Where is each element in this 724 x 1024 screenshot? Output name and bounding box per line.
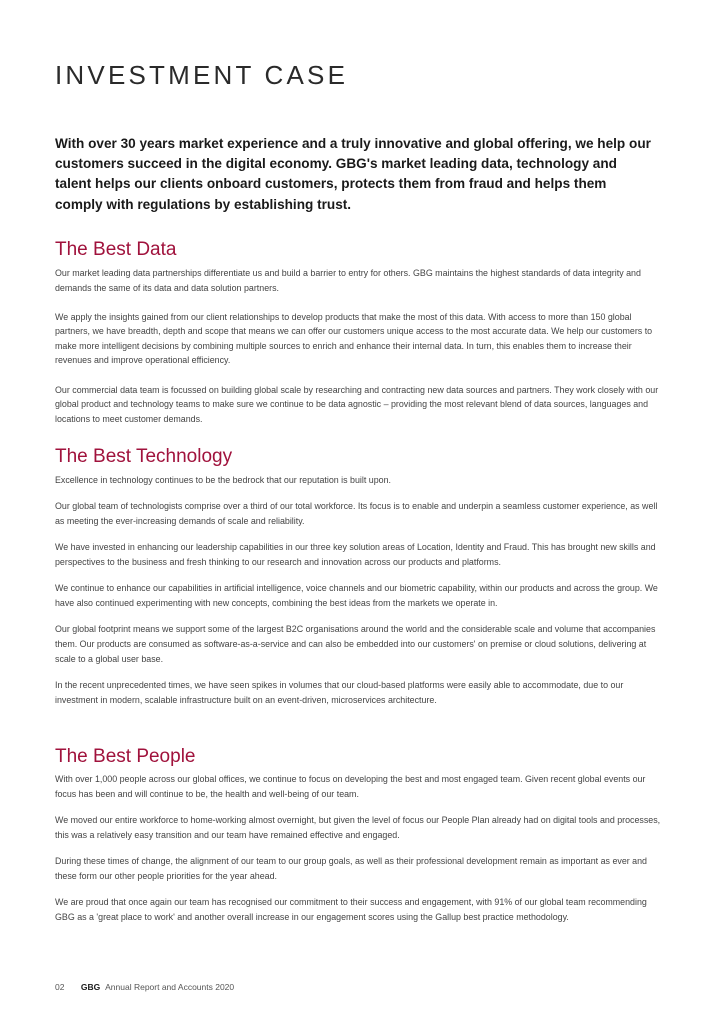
data-paragraph: Our commercial data team is focussed on building global scale by researching and contracting new data sources and partners. They work closely with our global product and technology teams to make sure we continue to be data agnostic – providing the most relevant blend of data sources, languages and locations to meet customer demands.	[55, 384, 659, 424]
footer-report-title: Annual Report and Accounts 2020	[105, 982, 235, 992]
technology-paragraph: We have invested in enhancing our leadership capabilities in our three key solution areas of Location, Identity and Fraud. This has brought new skills and perspectives to the business and fresh thinking to our research and innovation across our products and platforms.	[55, 542, 656, 567]
people-paragraph: During these times of change, the alignment of our team to our group goals, as well as their professional development remain as important as ever and these form our other people priorities for the year ahead.	[55, 855, 647, 881]
section-best-technology	[55, 445, 663, 719]
page-number: 02	[55, 982, 65, 992]
intro-paragraph: With over 30 years market experience and a truly innovative and global offering, we help our customers succeed in the digital economy. GBG's market leading data, technology and talent helps our clients onboard customers, protects them from fraud and helps them comply with regulations by establishing trust.	[55, 136, 651, 212]
people-paragraph: We moved our entire workforce to home-working almost overnight, but given the level of focus our People Plan already had on digital tools and processes, this was a relatively easy transition and our team have remained effective and engaged.	[55, 814, 661, 840]
footer-brand: GBG	[80, 982, 101, 992]
section-heading-technology: The Best Technology	[55, 446, 233, 467]
section-best-people	[55, 745, 663, 936]
data-paragraph: Our market leading data partnerships differentiate us and build a barrier to entry for others. GBG maintains the highest standards of data integrity and demands the same of its data and data solution partners.	[55, 268, 641, 293]
technology-paragraph: We continue to enhance our capabilities in artificial intelligence, voice channels and our biometric capability, within our products and across the group. We have also continued experimenting with new concepts, combining the best ideas from the markets we operate in.	[55, 583, 658, 608]
section-heading-data: The Best Data	[55, 239, 177, 260]
section-heading-people: The Best People	[55, 746, 196, 767]
data-paragraph: We apply the insights gained from our client relationships to develop products that make the most of this data. With access to more than 150 global partners, we have breadth, depth and scope that means we can offer our customers unique access to the most accurate data. We help our customers to make more intelligent decisions by combining multiple sources to enrich and enhance their internal data. In turn, this enables them to increase their revenues and improve operational efficiency.	[55, 311, 653, 366]
technology-paragraph: In the recent unprecedented times, we have seen spikes in volumes that our cloud-based platforms were easily able to accommodate, due to our investment in modern, scalable infrastructure built on an event-driven, microservices architecture.	[55, 679, 624, 705]
technology-paragraph: Our global footprint means we support some of the largest B2C organisations around the world and the considerable scale and volume that accompanies them. Our products are consumed as software-as-a-service and can also be embedded into our customers' on premise or cloud solutions, delivering at scale to a global user base.	[55, 624, 656, 664]
page-title: INVESTMENT CASE	[55, 60, 349, 90]
section-best-data	[55, 238, 663, 441]
technology-paragraph: Our global team of technologists comprise over a third of our total workforce. Its focus is to enable and underpin a seamless customer experience, as well as meeting the ever-increasing demands of scale and reliability.	[55, 501, 658, 526]
technology-paragraph: Excellence in technology continues to be the bedrock that our reputation is built upon.	[55, 475, 391, 485]
people-paragraph: We are proud that once again our team has recognised our commitment to their success and engagement, with 91% of our global team recommending GBG as a 'great place to work' and another overall increase in our engagement scores using the Gallup best practice methodology.	[55, 896, 647, 922]
page-footer	[55, 982, 234, 992]
people-paragraph: With over 1,000 people across our global offices, we continue to focus on developing the best and most engaged team. Given recent global events our focus has been and will continue to be, the health and well-being of our team.	[55, 774, 646, 799]
